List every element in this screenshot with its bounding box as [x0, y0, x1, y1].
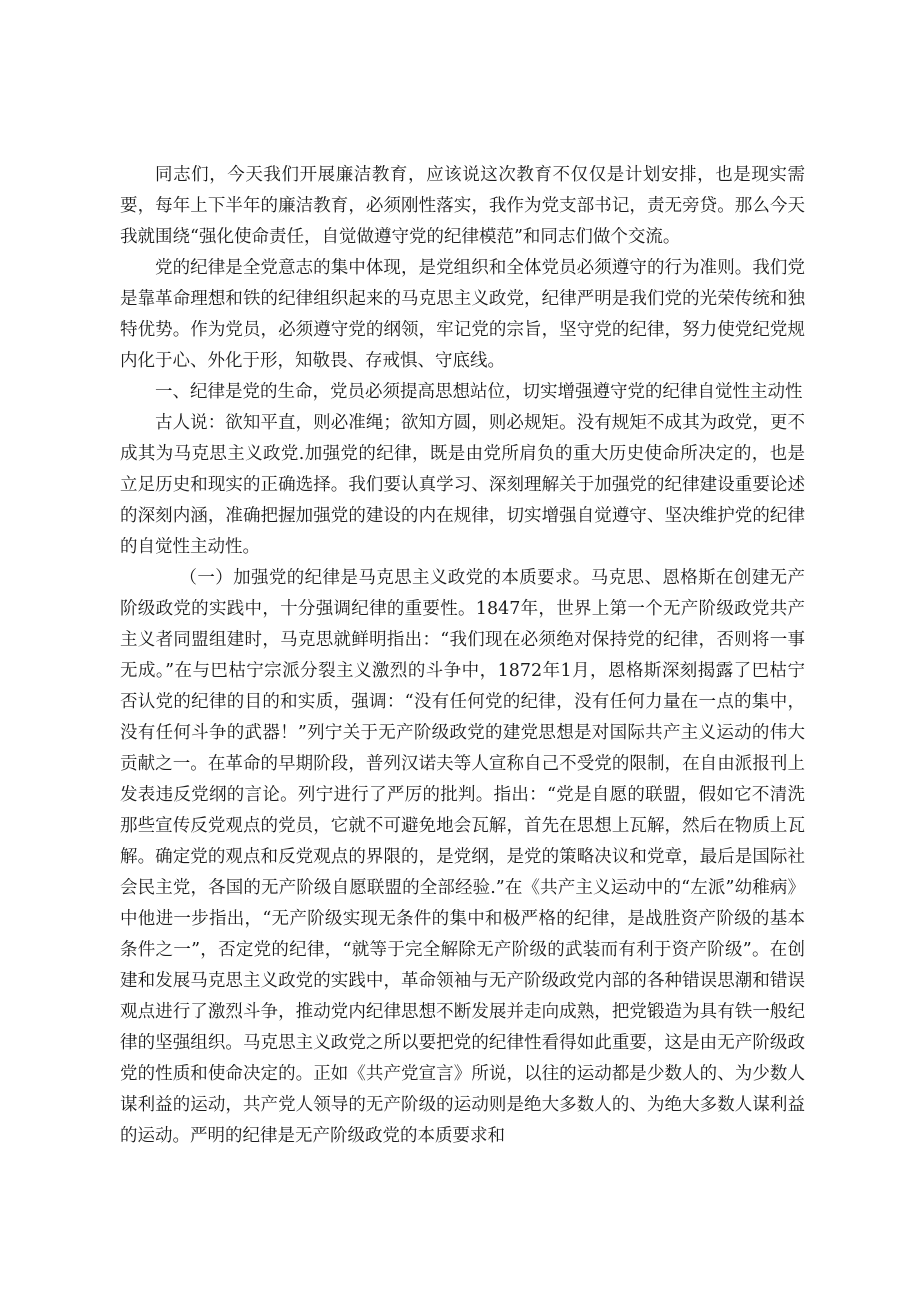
paragraph-subsection-1: （一）加强党的纪律是马克思主义政党的本质要求。马克思、恩格斯在创建无产阶级政党的实践中，十分强调纪律的重要性。1847年，世界上第一个无产阶级政党共产主义者同盟组建时，马克思就鲜明指出：“我们现在必须绝对保持党的纪律，否则将一事无成。”在与巴枯宁宗派分裂主义激烈的斗争中，1872年1月，恩格斯深刻揭露了巴枯宁否认党的纪律的目的和实质，强调：“没有任何党的纪律，没有任何力量在一点的集中，没有任何斗争的武器！”列宁关于无产阶级政党的建党思想是对国际共产主义运动的伟大贡献之一。在革命的早期阶段，普列汉诺夫等人宣称自己不受党的限制，在自由派报刊上发表违反党纲的言论。列宁进行了严厉的批判。指出：“党是自愿的联盟，假如它不清洗那些宣传反党观点的党员，它就不可避免地会瓦解，首先在思想上瓦解，然后在物质上瓦解。确定党的观点和反党观点的界限的，是党纲，是党的策略决议和党章，最后是国际社会民主党，各国的无产阶级自愿联盟的全部经验.”在《共产主义运动中的“左派”幼稚病》中他进一步指出，“无产阶级实现无条件的集中和极严格的纪律，是战胜资产阶级的基本条件之一”，否定党的纪律，“就等于完全解除无产阶级的武装而有利于资产阶级”。在创建和发展马克思主义政党的实践中，革命领袖与无产阶级政党内部的各种错误思潮和错误观点进行了激烈斗争，推动党内纪律思想不断发展并走向成熟，把党锻造为具有铁一般纪律的坚强组织。马克思主义政党之所以要把党的纪律性看得如此重要，这是由无产阶级政党的性质和使命决定的。正如《共产党宣言》所说，以往的运动都是少数人的、为少数人谋利益的运动，共产党人领导的无产阶级的运动则是绝大多数人的、为绝大多数人谋利益的运动。严明的纪律是无产阶级政党的本质要求和 [120, 568, 805, 1146]
paragraph-ancient-saying: 古人说：欲知平直，则必准绳；欲知方圆，则必规矩。没有规矩不成其为政党，更不成其为马克思主义政党.加强党的纪律，既是由党所肩负的重大历史使命所决定的，也是立足历史和现实的正确选择。我们要认真学习、深刻理解关于加强党的纪律建设重要论述的深刻内涵，准确把握加强党的建设的内在规律，切实增强自觉遵守、坚决维护党的纪律的自觉性主动性。 [120, 413, 805, 557]
paragraph-discipline-intro: 党的纪律是全党意志的集中体现，是党组织和全体党员必须遵守的行为准则。我们党是靠革命理想和铁的纪律组织起来的马克思主义政党，纪律严明是我们党的光荣传统和独特优势。作为党员，必须遵守党的纲领，牢记党的宗旨，坚守党的纪律，努力使党纪党规内化于心、外化于形，知敬畏、存戒惧、守底线。 [120, 258, 805, 371]
section-heading-1: 一、纪律是党的生命，党员必须提高思想站位，切实增强遵守党的纪律自觉性主动性 [155, 382, 803, 402]
paragraph-opening: 同志们，今天我们开展廉洁教育，应该说这次教育不仅仅是计划安排，也是现实需要，每年上下半年的廉洁教育，必须刚性落实，我作为党支部书记，责无旁贷。那么今天我就围绕“强化使命责任，自觉做遵守党的纪律模范”和同志们做个交流。 [120, 165, 805, 247]
document-body [120, 160, 805, 1152]
